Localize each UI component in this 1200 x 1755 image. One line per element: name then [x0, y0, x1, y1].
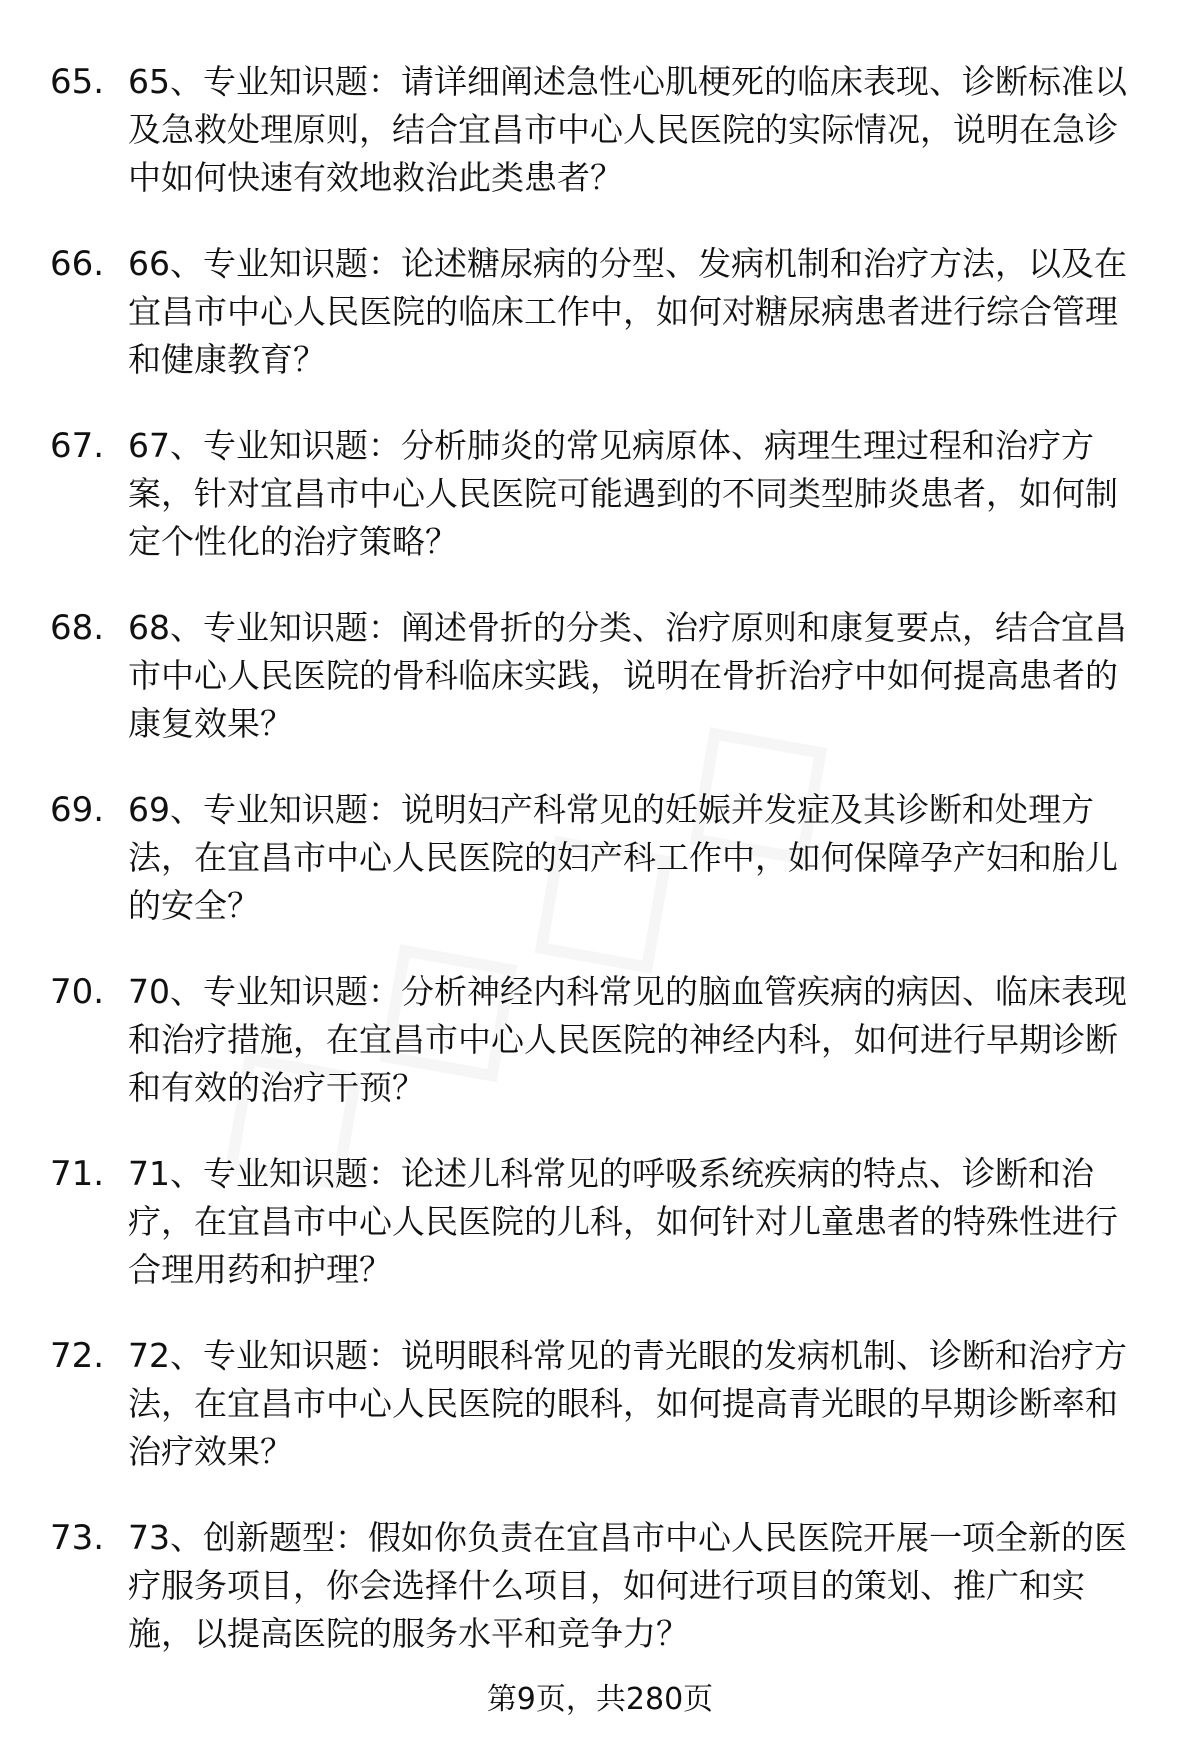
question-number: 67. — [50, 426, 105, 466]
question-number: 66. — [50, 244, 105, 284]
question-text: 65、专业知识题：请详细阐述急性心肌梗死的临床表现、诊断标准以及急救处理原则，结合宜昌市中心人民医院的实际情况，说明在急诊中如何快速有效地救治此类患者？ — [128, 62, 1127, 197]
question-text: 69、专业知识题：说明妇产科常见的妊娠并发症及其诊断和处理方法，在宜昌市中心人民医院的妇产科工作中，如何保障孕产妇和胎儿的安全？ — [128, 790, 1118, 925]
question-text: 72、专业知识题：说明眼科常见的青光眼的发病机制、诊断和治疗方法，在宜昌市中心人民医院的眼科，如何提高青光眼的早期诊断率和治疗效果？ — [128, 1336, 1127, 1471]
page-number-label: 第9页，共280页 — [486, 1682, 714, 1717]
question-number: 65. — [50, 62, 105, 102]
question-text: 73、创新题型：假如你负责在宜昌市中心人民医院开展一项全新的医疗服务项目，你会选择什么项目，如何进行项目的策划、推广和实施，以提高医院的服务水平和竞争力？ — [128, 1518, 1127, 1653]
question-number: 68. — [50, 608, 105, 648]
question-text: 67、专业知识题：分析肺炎的常见病原体、病理生理过程和治疗方案，针对宜昌市中心人民医院可能遇到的不同类型肺炎患者，如何制定个性化的治疗策略？ — [128, 426, 1118, 561]
question-number: 71. — [50, 1154, 105, 1194]
question-text: 66、专业知识题：论述糖尿病的分型、发病机制和治疗方法，以及在宜昌市中心人民医院的临床工作中，如何对糖尿病患者进行综合管理和健康教育？ — [128, 244, 1127, 379]
list-item — [50, 604, 1140, 748]
question-number: 72. — [50, 1336, 105, 1376]
list-item — [50, 1514, 1140, 1658]
page-footer — [0, 1680, 1200, 1720]
question-text: 71、专业知识题：论述儿科常见的呼吸系统疾病的特点、诊断和治疗，在宜昌市中心人民医院的儿科，如何针对儿童患者的特殊性进行合理用药和护理？ — [128, 1154, 1118, 1289]
question-number: 73. — [50, 1518, 105, 1558]
question-number: 70. — [50, 972, 105, 1012]
list-item — [50, 786, 1140, 930]
question-list — [50, 58, 1140, 1658]
list-item — [50, 58, 1140, 202]
list-item — [50, 240, 1140, 384]
list-item — [50, 422, 1140, 566]
list-item — [50, 968, 1140, 1112]
question-number: 69. — [50, 790, 105, 830]
list-item — [50, 1150, 1140, 1294]
list-item — [50, 1332, 1140, 1476]
question-text: 68、专业知识题：阐述骨折的分类、治疗原则和康复要点，结合宜昌市中心人民医院的骨科临床实践，说明在骨折治疗中如何提高患者的康复效果？ — [128, 608, 1127, 743]
question-text: 70、专业知识题：分析神经内科常见的脑血管疾病的病因、临床表现和治疗措施，在宜昌市中心人民医院的神经内科，如何进行早期诊断和有效的治疗干预？ — [128, 972, 1127, 1107]
